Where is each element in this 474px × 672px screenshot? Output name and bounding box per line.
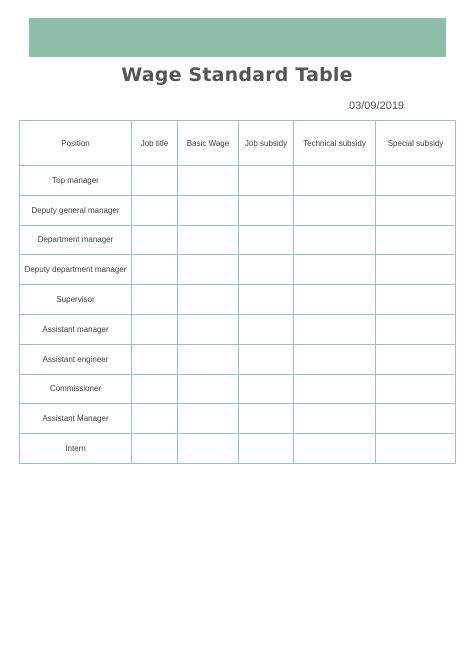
table-row — [20, 374, 456, 404]
position-cell: Deputy general manager — [20, 195, 132, 225]
document-date: 03/09/2019 — [349, 100, 405, 112]
job-title-cell[interactable] — [132, 195, 178, 225]
position-cell: Intern — [20, 434, 132, 464]
table-row — [20, 434, 456, 464]
table-row — [20, 404, 456, 434]
special-subsidy-cell[interactable] — [376, 195, 456, 225]
technical-subsidy-cell[interactable] — [294, 166, 376, 196]
special-subsidy-cell[interactable] — [376, 225, 456, 255]
special-subsidy-cell[interactable] — [376, 255, 456, 285]
technical-subsidy-cell[interactable] — [294, 285, 376, 315]
job-subsidy-cell[interactable] — [239, 374, 294, 404]
position-cell: Department manager — [20, 225, 132, 255]
wage-table — [19, 120, 456, 464]
page-title: Wage Standard Table — [121, 64, 353, 86]
basic-wage-cell[interactable] — [178, 166, 239, 196]
job-subsidy-cell[interactable] — [239, 225, 294, 255]
header-band — [29, 18, 446, 57]
job-subsidy-cell[interactable] — [239, 344, 294, 374]
job-subsidy-cell[interactable] — [239, 166, 294, 196]
technical-subsidy-cell[interactable] — [294, 255, 376, 285]
basic-wage-cell[interactable] — [178, 285, 239, 315]
job-title-cell[interactable] — [132, 314, 178, 344]
table-row — [20, 195, 456, 225]
technical-subsidy-cell[interactable] — [294, 404, 376, 434]
special-subsidy-cell[interactable] — [376, 285, 456, 315]
table-body — [20, 166, 456, 464]
job-subsidy-cell[interactable] — [239, 285, 294, 315]
job-title-cell[interactable] — [132, 404, 178, 434]
basic-wage-cell[interactable] — [178, 314, 239, 344]
job-title-cell[interactable] — [132, 255, 178, 285]
job-title-cell[interactable] — [132, 225, 178, 255]
column-header-technical-subsidy: Technical subsidy — [294, 121, 376, 166]
job-subsidy-cell[interactable] — [239, 195, 294, 225]
position-cell: Commissioner — [20, 374, 132, 404]
job-title-cell[interactable] — [132, 285, 178, 315]
special-subsidy-cell[interactable] — [376, 314, 456, 344]
technical-subsidy-cell[interactable] — [294, 344, 376, 374]
basic-wage-cell[interactable] — [178, 225, 239, 255]
position-cell: Top manager — [20, 166, 132, 196]
basic-wage-cell[interactable] — [178, 344, 239, 374]
table-row — [20, 344, 456, 374]
special-subsidy-cell[interactable] — [376, 344, 456, 374]
job-title-cell[interactable] — [132, 374, 178, 404]
basic-wage-cell[interactable] — [178, 404, 239, 434]
basic-wage-cell[interactable] — [178, 374, 239, 404]
special-subsidy-cell[interactable] — [376, 434, 456, 464]
table-row — [20, 285, 456, 315]
technical-subsidy-cell[interactable] — [294, 225, 376, 255]
job-subsidy-cell[interactable] — [239, 255, 294, 285]
column-header-basic-wage: Basic Wage — [178, 121, 239, 166]
table-row — [20, 225, 456, 255]
job-subsidy-cell[interactable] — [239, 314, 294, 344]
basic-wage-cell[interactable] — [178, 255, 239, 285]
technical-subsidy-cell[interactable] — [294, 314, 376, 344]
column-header-position: Position — [20, 121, 132, 166]
special-subsidy-cell[interactable] — [376, 374, 456, 404]
column-header-job-subsidy: Job subsidy — [239, 121, 294, 166]
job-subsidy-cell[interactable] — [239, 434, 294, 464]
position-cell: Assistant engineer — [20, 344, 132, 374]
table-header-row — [20, 121, 456, 166]
column-header-job-title: Job title — [132, 121, 178, 166]
job-title-cell[interactable] — [132, 344, 178, 374]
basic-wage-cell[interactable] — [178, 434, 239, 464]
position-cell: Deputy department manager — [20, 255, 132, 285]
job-title-cell[interactable] — [132, 434, 178, 464]
job-title-cell[interactable] — [132, 166, 178, 196]
technical-subsidy-cell[interactable] — [294, 374, 376, 404]
special-subsidy-cell[interactable] — [376, 404, 456, 434]
basic-wage-cell[interactable] — [178, 195, 239, 225]
column-header-special-subsidy: Special subsidy — [376, 121, 456, 166]
table-row — [20, 166, 456, 196]
position-cell: Assistant Manager — [20, 404, 132, 434]
technical-subsidy-cell[interactable] — [294, 434, 376, 464]
job-subsidy-cell[interactable] — [239, 404, 294, 434]
table-row — [20, 255, 456, 285]
technical-subsidy-cell[interactable] — [294, 195, 376, 225]
position-cell: Supervisor — [20, 285, 132, 315]
position-cell: Assistant manager — [20, 314, 132, 344]
table-row — [20, 314, 456, 344]
special-subsidy-cell[interactable] — [376, 166, 456, 196]
